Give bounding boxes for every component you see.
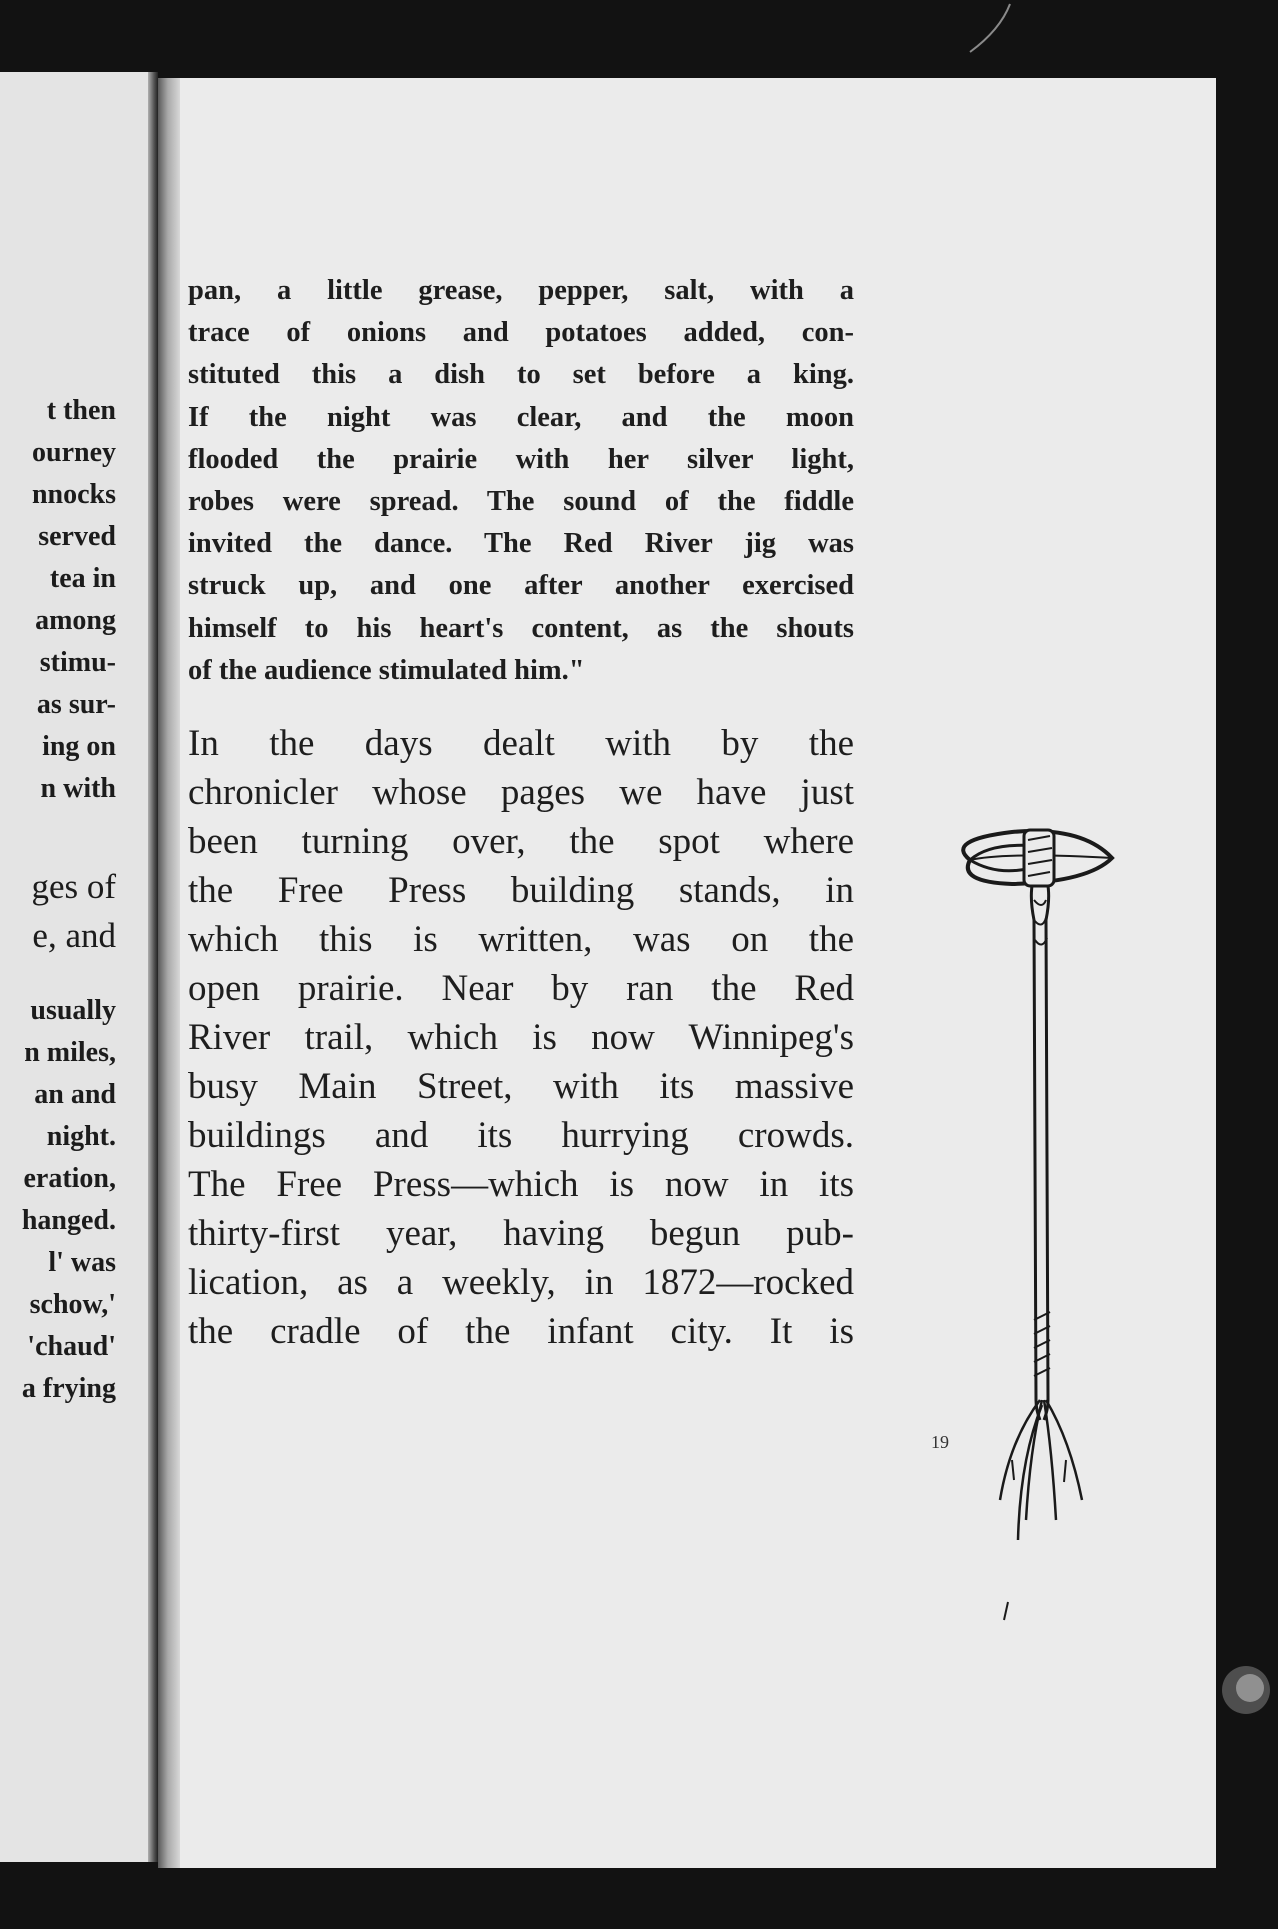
left-line: night. — [46, 1121, 116, 1152]
page-binding — [158, 78, 180, 1868]
left-line: nnocks — [31, 479, 116, 510]
text-line: buildings and its hurrying crowds. — [188, 1115, 854, 1157]
text-line: If the night was clear, and the moon — [188, 401, 854, 433]
text-line: robes were spread. The sound of the fiddle — [188, 486, 854, 518]
left-line: stimu- — [39, 647, 116, 678]
left-line: t then — [46, 395, 116, 426]
text-line: River trail, which is now Winnipeg's — [188, 1017, 854, 1059]
text-line: the Free Press building stands, in — [188, 870, 854, 912]
left-line: as sur- — [36, 689, 116, 720]
left-line: a frying — [21, 1373, 116, 1404]
left-line: hanged. — [21, 1205, 116, 1236]
text-line: been turning over, the spot where — [188, 821, 854, 863]
text-line: lication, as a weekly, in 1872—rocked — [188, 1262, 854, 1304]
body-paragraph — [188, 719, 854, 1356]
text-line: flooded the prairie with her silver light, — [188, 443, 854, 475]
left-line: 'chaud' — [27, 1331, 116, 1362]
left-neighbour-page — [0, 72, 158, 1862]
left-line: an and — [34, 1079, 116, 1110]
text-line: himself to his heart's content, as the shouts — [188, 612, 854, 644]
text-line: invited the dance. The Red River jig was — [188, 528, 854, 560]
hammer-drawing-icon — [790, 760, 1150, 1630]
left-line: n with — [40, 773, 116, 804]
text-line: of the audience stimulated him." — [188, 654, 585, 686]
left-line: usually — [30, 995, 116, 1026]
text-line: struck up, and one after another exercised — [188, 570, 854, 602]
left-line: eration, — [23, 1163, 116, 1194]
left-line: ing on — [42, 731, 116, 762]
text-line: which this is written, was on the — [188, 919, 854, 961]
left-line: among — [35, 605, 116, 636]
left-line: l' was — [48, 1247, 116, 1278]
left-line-large: ges of — [31, 867, 116, 906]
text-line: In the days dealt with by the — [188, 723, 854, 765]
scan-smudge-icon — [1210, 1660, 1278, 1722]
text-line: The Free Press—which is now in its — [188, 1164, 854, 1206]
text-line: the cradle of the infant city. It is — [188, 1311, 854, 1353]
left-page-edge — [148, 72, 158, 1862]
left-line: tea in — [49, 563, 116, 594]
quoted-paragraph — [188, 270, 854, 692]
left-page-text — [0, 390, 116, 1410]
text-line: trace of onions and potatoes added, con- — [188, 317, 854, 349]
left-line: n miles, — [24, 1037, 116, 1068]
page-number: 19 — [931, 1432, 949, 1452]
text-line: thirty-first year, having begun pub- — [188, 1213, 854, 1255]
left-line: schow,' — [29, 1289, 116, 1320]
text-line: open prairie. Near by ran the Red — [188, 968, 854, 1010]
text-line: busy Main Street, with its massive — [188, 1066, 854, 1108]
page-text — [188, 270, 854, 1356]
scan-mark-icon — [960, 0, 1050, 70]
left-line: served — [38, 521, 116, 552]
left-line-large: e, and — [32, 916, 116, 955]
text-line: pan, a little grease, pepper, salt, with a — [188, 275, 854, 306]
text-line: stituted this a dish to set before a king. — [188, 359, 854, 391]
text-line: chronicler whose pages we have just — [188, 772, 854, 814]
left-line: ourney — [32, 437, 116, 468]
